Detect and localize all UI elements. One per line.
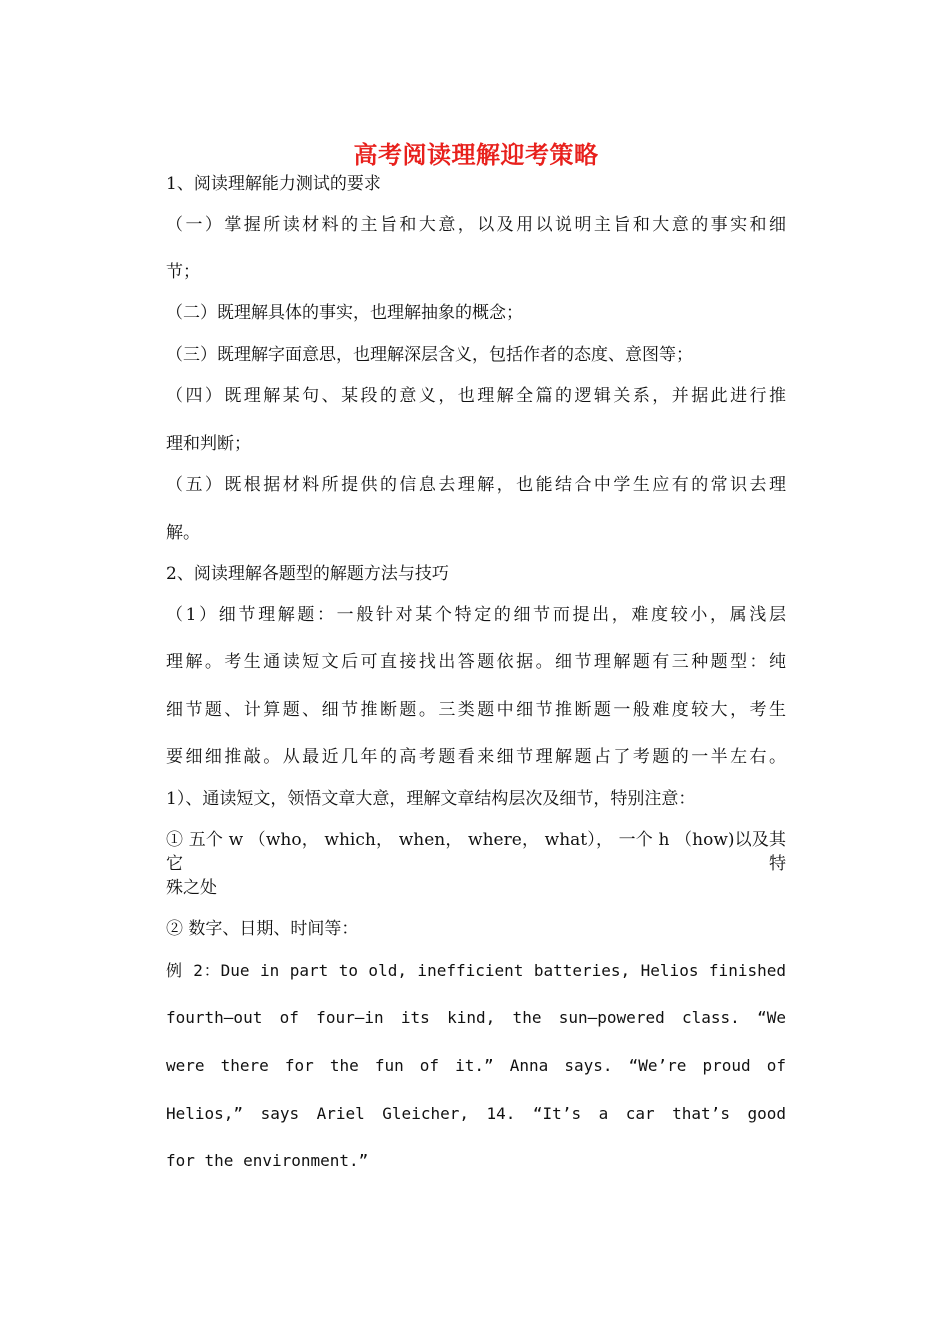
example-line4: Helios,” says Ariel Gleicher, 14. “It’s a car that’s good <box>166 1104 786 1123</box>
document-page <box>166 138 786 1170</box>
requirement-5-line1: （五）既根据材料所提供的信息去理解，也能结合中学生应有的常识去理 <box>166 475 786 495</box>
requirement-1-line1: （一）掌握所读材料的主旨和大意，以及用以说明主旨和大意的事实和细 <box>166 215 786 235</box>
section1-heading: 1、阅读理解能力测试的要求 <box>166 174 381 194</box>
document-title: 高考阅读理解迎考策略 <box>353 140 599 169</box>
detail-para-line1: （1）细节理解题：一般针对某个特定的细节而提出，难度较小，属浅层 <box>166 605 786 625</box>
point-1-line2: 殊之处 <box>166 878 217 898</box>
detail-para-line3: 细节题、计算题、细节推断题。三类题中细节推断题一般难度较大，考生 <box>166 700 786 720</box>
example-line2: fourth—out of four—in its kind, the sun—powered class. “We <box>166 1008 786 1027</box>
requirement-2: （二）既理解具体的事实，也理解抽象的概念； <box>166 303 523 323</box>
detail-para-line4: 要细细推敲。从最近几年的高考题看来细节理解题占了考题的一半左右。 <box>166 747 786 767</box>
section2-heading: 2、阅读理解各题型的解题方法与技巧 <box>166 564 449 584</box>
requirement-5-line2: 解。 <box>166 523 200 543</box>
point-1-line1: ① 五个 w （who， which， when， where， what）， 一个 h （how)以及其它特 <box>166 830 786 874</box>
example-line5: for the environment.” <box>166 1151 369 1170</box>
example-line1: 例 2：Due in part to old, inefficient batteries, Helios finished <box>166 961 786 980</box>
point-2: ② 数字、日期、时间等： <box>166 919 359 939</box>
requirement-4-line2: 理和判断； <box>166 434 251 454</box>
step-1: 1）、通读短文，领悟文章大意，理解文章结构层次及细节，特别注意： <box>166 789 696 809</box>
detail-para-line2: 理解。考生通读短文后可直接找出答题依据。细节理解题有三种题型：纯 <box>166 652 786 672</box>
requirement-4-line1: （四）既理解某句、某段的意义，也理解全篇的逻辑关系，并据此进行推 <box>166 386 786 406</box>
requirement-1-line2: 节； <box>166 262 200 282</box>
requirement-3: （三）既理解字面意思，也理解深层含义，包括作者的态度、意图等； <box>166 345 693 365</box>
example-line3: were there for the fun of it.” Anna says. “We’re proud of <box>166 1056 786 1075</box>
